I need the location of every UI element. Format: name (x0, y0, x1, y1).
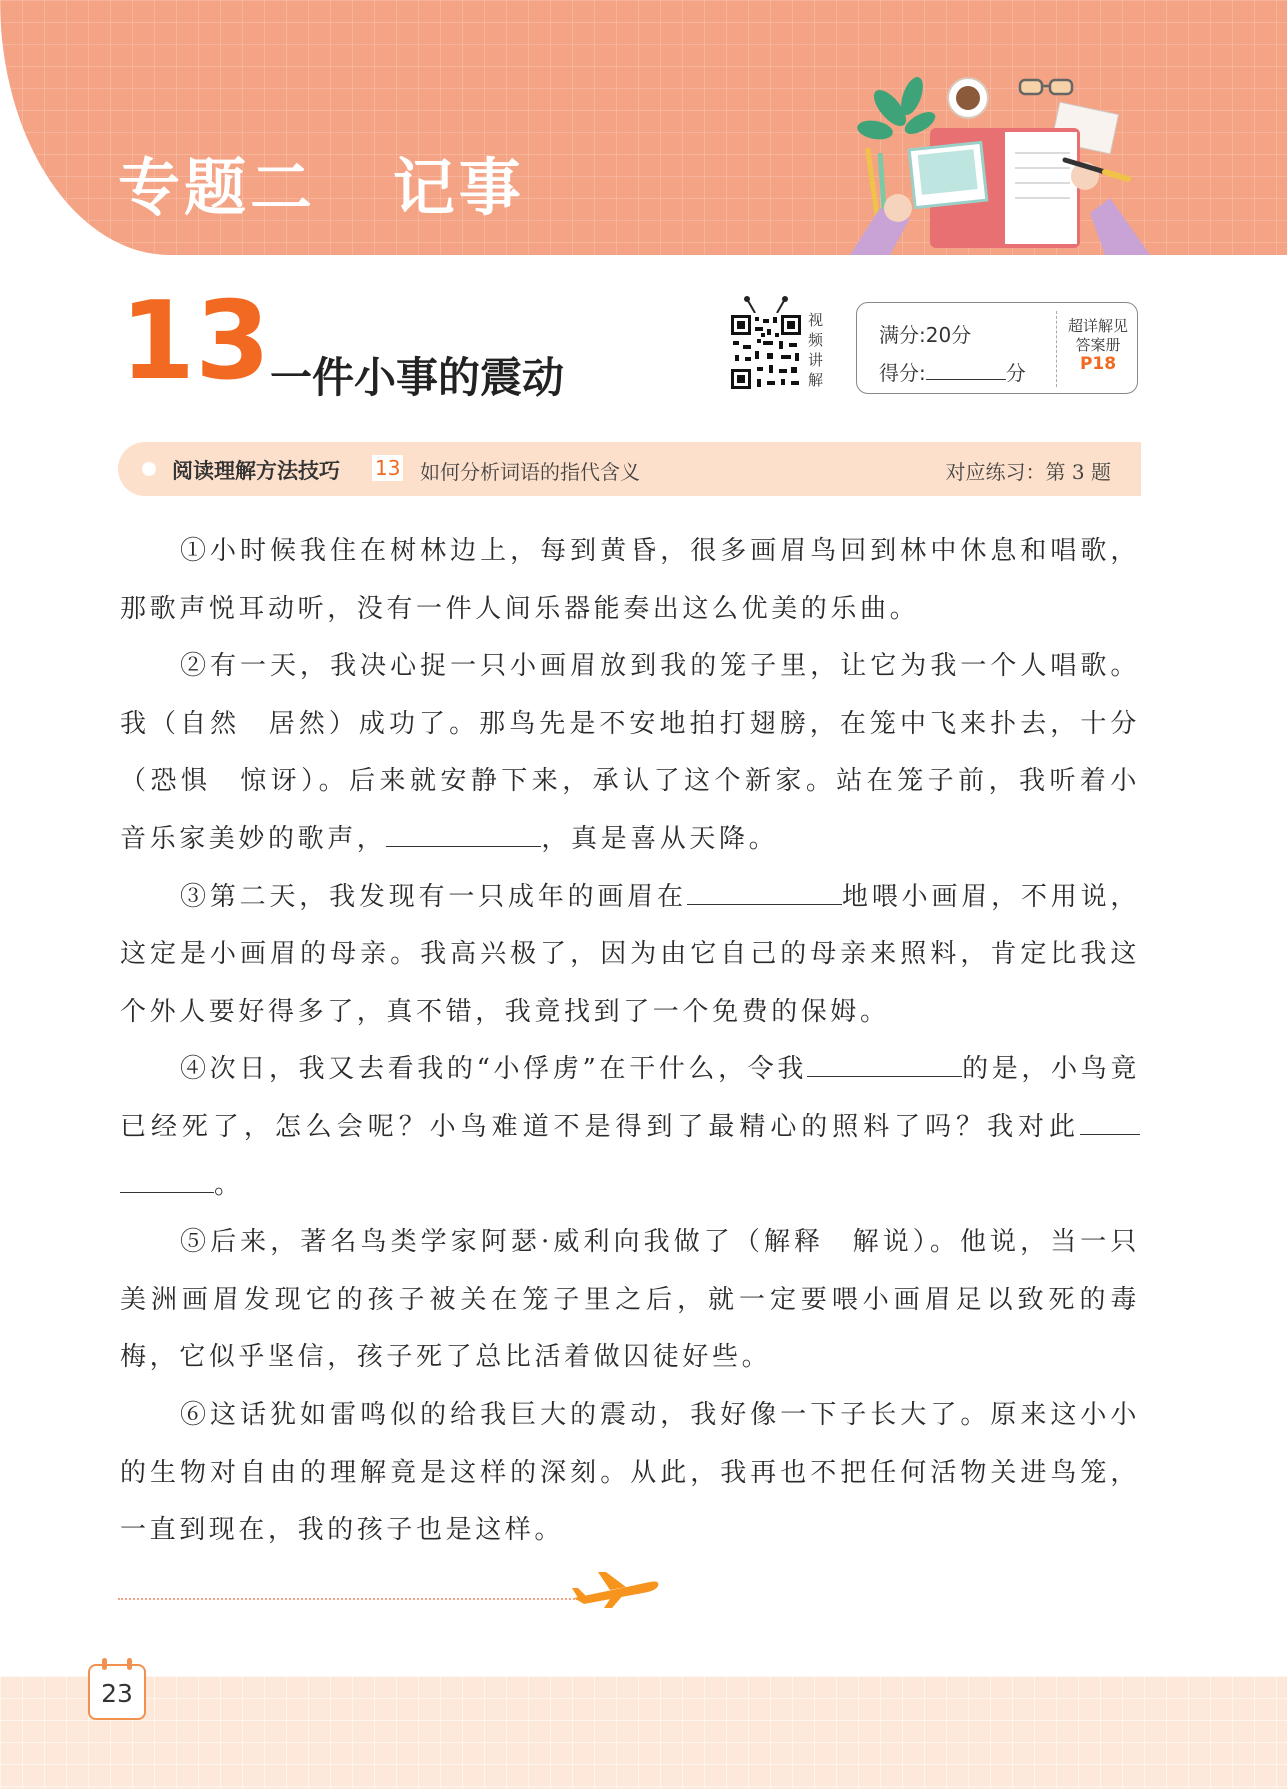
score-box (856, 302, 1138, 394)
paragraph-1: ①小时候我住在树林边上，每到黄昏，很多画眉鸟回到林中休息和唱歌，那歌声悦耳动听，没有一件人间乐器能奏出这么优美的乐曲。 (120, 536, 1140, 624)
practice-reference: 对应练习：第 3 题 (945, 460, 1111, 484)
fill-blank[interactable] (386, 822, 541, 847)
bullet-icon (142, 462, 156, 476)
fill-blank[interactable] (687, 880, 842, 905)
score-field[interactable]: 得分: 分 (879, 361, 1026, 385)
reading-passage (120, 523, 1140, 1560)
video-lecture-label: 视 频 讲 解 (808, 311, 824, 389)
page-number: 23 (88, 1664, 146, 1720)
fill-blank[interactable] (807, 1052, 962, 1077)
lesson-title: 一件小事的震动 (270, 353, 565, 402)
method-tip-strip (118, 442, 1141, 496)
method-topic: 如何分析词语的指代含义 (420, 460, 640, 484)
lesson-number: 13 (120, 279, 271, 404)
paragraph-5: ⑤后来，著名鸟类学家阿瑟·威利向我做了（解释 解说）。他说，当一只美洲画眉发现它的孩子被关在笼子里之后，就一定要喂小画眉足以致死的毒梅，它似乎坚信，孩子死了总比活着做囚徒好些。 (120, 1227, 1140, 1373)
paragraph-2: ②有一天，我决心捉一只小画眉放到我的笼子里，让它为我一个人唱歌。我（自然 居然）成功了。那鸟先是不安地拍打翅膀，在笼中飞来扑去，十分（恐惧 惊讶）。后来就安静下来，承认了这个新家。站在笼子前，我听着小音乐家美妙的歌声， ，真是喜从天降。 (120, 651, 1140, 854)
desk-illustration (850, 68, 1150, 255)
footer-band (0, 1676, 1287, 1789)
method-label: 阅读理解方法技巧 (172, 459, 340, 483)
method-number: 13 (372, 455, 403, 481)
unit-title: 专题二 记事 (118, 151, 525, 224)
full-score: 满分:20分 (879, 323, 972, 347)
fill-blank[interactable] (1080, 1110, 1140, 1135)
paragraph-6: ⑥这话犹如雷鸣似的给我巨大的震动，我好像一下子长大了。原来这小小的生物对自由的理解竟是这样的深刻。从此，我再也不把任何活物关进鸟笼，一直到现在，我的孩子也是这样。 (120, 1399, 1140, 1546)
paragraph-3: ③第二天，我发现有一只成年的画眉在 地喂小画眉，不用说，这定是小画眉的母亲。我高兴极了，因为由它自己的母亲来照料，肯定比我这个外人要好得多了，真不错，我竟找到了一个免费的保姆。 (120, 881, 1140, 1027)
dotted-divider (118, 1598, 578, 1600)
answer-page: P18 (1079, 354, 1117, 374)
qr-code-icon[interactable] (727, 295, 805, 393)
fill-blank[interactable] (120, 1168, 214, 1193)
paragraph-4: ④次日，我又去看我的“小俘虏”在干什么，令我 的是，小鸟竟已经死了，怎么会呢？小鸟难道不是得到了最精心的照料了吗？我对此。 (120, 1054, 1140, 1200)
airplane-icon (570, 1568, 662, 1610)
answer-reference: 超详解见 答案册 P18 (1060, 317, 1136, 374)
